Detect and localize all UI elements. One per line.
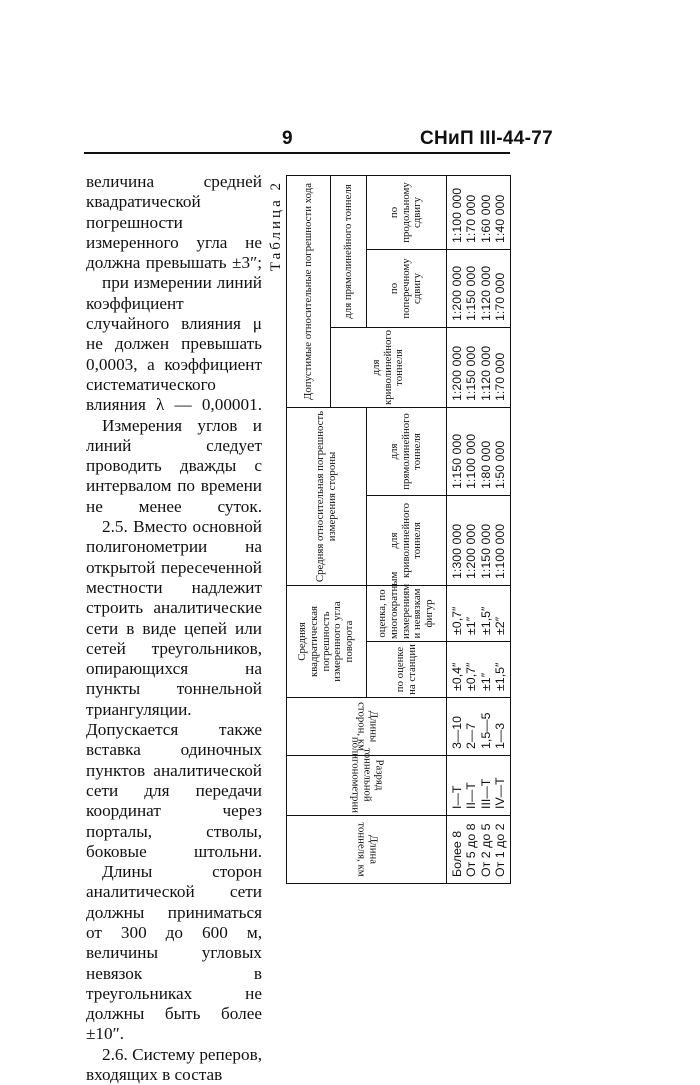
paragraph: при измерении линий коэффициент случайного влияния μ не должен превышать 0,0003, а коэффициент систематического влияния λ — 0,00001. <box>86 273 262 415</box>
header-rule <box>84 152 510 154</box>
page-number: 9 <box>282 128 293 149</box>
cell-course-curved: 1:200 000 1:150 000 1:120 000 1:70 000 <box>447 327 511 407</box>
paragraph: Измерения углов и линий следует проводить дважды с интервалом по времени не менее суток. <box>86 415 262 516</box>
rotated-table <box>286 176 510 884</box>
cell-classes: I—T II—T III—T IV—T <box>447 756 511 816</box>
header-tunnel-length: Длина тоннеля, км <box>287 816 447 884</box>
body-text-column <box>86 172 262 1085</box>
paragraph: 2.6. Систему реперов, входящих в состав <box>86 1044 262 1085</box>
header-angle-error: Средняя квадратическая погрешность измеренного угла поворота <box>287 586 367 698</box>
paragraph: величина средней квадратической погрешности измеренного угла не должна превышать ±3″; <box>86 172 262 273</box>
header-course-straight: для прямолинейного тоннеля <box>331 175 367 327</box>
header-side-curved: для криволинейного тоннеля <box>367 496 447 586</box>
cell-side-curved: 1:300 000 1:200 000 1:150 000 1:100 000 <box>447 496 511 586</box>
cell-angle-multi: ±0,7″ ±1″ ±1,5″ ±2″ <box>447 586 511 642</box>
document-code: СНиП III-44-77 <box>420 128 554 149</box>
table-container <box>286 176 510 884</box>
header-course-errors: Допустимые относительные погрешности хода <box>287 175 331 407</box>
header-course-transverse: по поперечному сдвигу <box>367 249 447 327</box>
cell-course-longitudinal: 1:100 000 1:70 000 1:60 000 1:40 000 <box>447 175 511 249</box>
cell-side-straight: 1:150 000 1:100 000 1:80 000 1:50 000 <box>447 407 511 495</box>
cell-course-transverse: 1:200 000 1:150 000 1:120 000 1:70 000 <box>447 249 511 327</box>
header-side-lengths: Длины сторон, км <box>287 698 447 756</box>
table-body-row <box>447 175 511 883</box>
header-polygonometry-class: Разряд тоннельной полигонометрии <box>287 756 447 816</box>
header-angle-station: по оценке на станции <box>367 642 447 698</box>
header-side-straight: для прямолинейного тоннеля <box>367 407 447 495</box>
cell-sides: 3—10 2—7 1,5—5 1—3 <box>447 698 511 756</box>
header-side-error: Средняя относительная погрешность измерения стороны <box>287 407 367 585</box>
accuracy-table <box>286 175 511 884</box>
page-header <box>0 128 700 152</box>
table-caption: Таблица 2 <box>268 180 284 272</box>
header-angle-multi: оценка, по многократным измерениям и невязкам фигур <box>367 586 447 642</box>
cell-lengths: Более 8 От 5 до 8 От 2 до 5 От 1 до 2 <box>447 816 511 884</box>
header-course-curved: для криволинейного тоннеля <box>331 327 447 407</box>
paragraph: 2.5. Вместо основной полигонометрии на открытой пересеченной местности надлежит строить аналитические сети в виде цепей или сетей треугольников, опирающихся на пункты тоннельной триангуляции. Допускается также вставка одиночных пунктов аналитической сети для передачи координат через порталы, стволы, боковые штольни. <box>86 517 262 861</box>
cell-angle-station: ±0,4″ ±0,7″ ±1″ ±1,5″ <box>447 642 511 698</box>
header-course-longitudinal: по продольному сдвигу <box>367 175 447 249</box>
paragraph: Длины сторон аналитической сети должны приниматься от 300 до 600 м, величины угловых невязок в треугольниках не должны быть более ±10″. <box>86 862 262 1044</box>
